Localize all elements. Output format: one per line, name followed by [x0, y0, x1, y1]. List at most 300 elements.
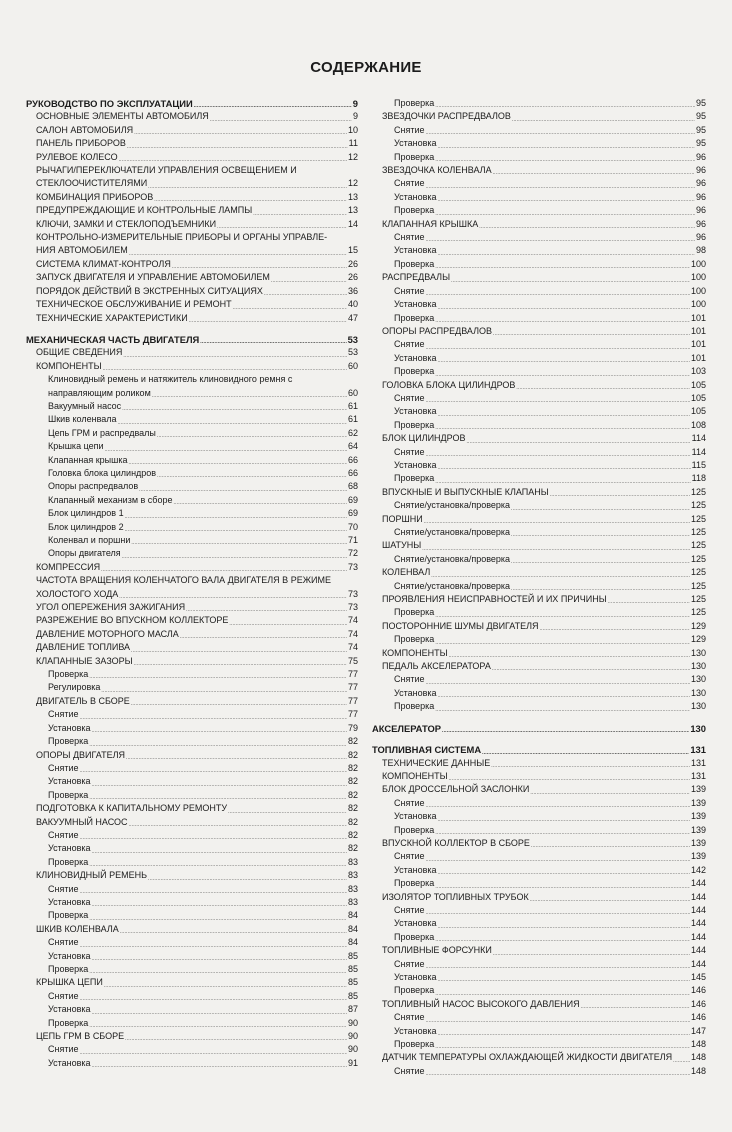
dot-leader [438, 411, 690, 419]
toc-entry-text: РАЗРЕЖЕНИЕ ВО ВПУСКНОМ КОЛЛЕКТОРЕ [36, 615, 229, 626]
dot-leader [435, 317, 690, 325]
toc-entry-text: Головка блока цилиндров [48, 467, 157, 478]
toc-entry-text: НИЯ АВТОМОБИЛЕМ [36, 245, 128, 256]
dot-leader [80, 1049, 347, 1057]
toc-entry [372, 673, 706, 686]
toc-page-number: 69 [347, 508, 358, 519]
toc-page-number: 9 [352, 111, 358, 122]
toc-entry [372, 1038, 706, 1051]
dot-leader [482, 749, 689, 757]
dot-leader [80, 834, 347, 842]
toc-entry-text: ВПУСКНЫЕ И ВЫПУСКНЫЕ КЛАПАНЫ [382, 486, 549, 497]
toc-entry [372, 917, 706, 930]
dot-leader [229, 620, 347, 628]
toc-entry-text: Снятие/установка/проверка [394, 500, 511, 511]
dot-leader [511, 585, 690, 593]
dot-leader [103, 365, 347, 373]
dot-leader [125, 513, 347, 521]
toc-page-number: 146 [690, 1012, 706, 1023]
dot-leader [426, 397, 690, 405]
dot-leader [435, 883, 690, 891]
toc-entry [26, 816, 358, 829]
toc-entry [26, 110, 358, 123]
toc-page-number: 91 [347, 1057, 358, 1068]
toc-page-number: 144 [690, 918, 706, 929]
dot-leader [92, 781, 347, 789]
toc-page-number: 147 [690, 1025, 706, 1036]
toc-entry-text: ТЕХНИЧЕСКИЕ ХАРАКТЕРИСТИКИ [36, 312, 188, 323]
toc-page-number: 148 [690, 1039, 706, 1050]
toc-entry [26, 151, 358, 164]
toc-entry-text: Установка [394, 191, 437, 202]
toc-section [372, 743, 706, 756]
toc-entry [372, 958, 706, 971]
toc-page-number: 129 [690, 620, 706, 631]
toc-entry-text: КОМПОНЕНТЫ [382, 770, 448, 781]
dot-leader [134, 129, 347, 137]
toc-entry [372, 244, 706, 257]
toc-page-number: 108 [690, 419, 706, 430]
toc-entry-text: САЛОН АВТОМОБИЛЯ [36, 124, 134, 135]
toc-page-number: 85 [347, 977, 358, 988]
dot-leader [435, 210, 695, 218]
toc-page-number: 125 [690, 567, 706, 578]
toc-entry-text: Снятие/установка/проверка [394, 527, 511, 537]
dot-leader [438, 816, 690, 824]
toc-page-number: 95 [695, 138, 706, 149]
toc-entry-text: ОПОРЫ ДВИГАТЕЛЯ [36, 749, 125, 760]
dot-leader [89, 741, 347, 749]
toc-entry-text: Снятие/установка/проверка [394, 580, 511, 591]
dot-leader [431, 572, 690, 580]
toc-page-number: 146 [690, 998, 706, 1009]
dot-leader [92, 955, 347, 963]
toc-entry [372, 218, 706, 231]
toc-entry-text: БЛОК ДРОССЕЛЬНОЙ ЗАСЛОНКИ [382, 784, 530, 795]
toc-entry-text: Проверка [48, 1017, 89, 1028]
toc-entry [26, 869, 358, 882]
toc-entry [26, 218, 358, 231]
dot-leader [435, 936, 690, 944]
toc-page-number: 139 [690, 797, 706, 808]
toc-page-number: 90 [347, 1044, 358, 1055]
toc-entry [372, 499, 706, 512]
dot-leader [438, 304, 690, 312]
dot-leader [134, 660, 347, 668]
dot-leader [438, 464, 691, 472]
dot-leader [435, 612, 690, 620]
dot-leader [435, 639, 690, 647]
dot-leader [438, 357, 690, 365]
toc-entry [26, 467, 358, 480]
toc-page-number: 131 [690, 770, 706, 781]
dot-leader [493, 950, 690, 958]
toc-entry-text: Снятие [394, 232, 425, 243]
toc-entry-text: Снятие [394, 1012, 425, 1023]
toc-page-number: 82 [347, 749, 358, 760]
toc-entry [372, 810, 706, 823]
dot-leader [104, 982, 347, 990]
toc-page-number: 82 [347, 789, 358, 800]
dot-leader [172, 263, 347, 271]
toc-entry-text: ЗВЕЗДОЧКА КОЛЕНВАЛА [382, 165, 492, 176]
toc-entry-text: Проверка [48, 910, 89, 921]
toc-page-number: 139 [690, 811, 706, 822]
toc-page-number: 68 [347, 481, 358, 492]
toc-page-number: 73 [347, 588, 358, 599]
toc-entry-text: Блок цилиндров 2 [48, 521, 124, 532]
toc-entry-text: КОМПОНЕНТЫ [36, 360, 102, 371]
toc-entry-text: ДВИГАТЕЛЬ В СБОРЕ [36, 695, 130, 706]
toc-entry [372, 459, 706, 472]
dot-leader [442, 727, 689, 735]
toc-page-number: 130 [690, 647, 706, 658]
toc-entry-text: КОЛЕНВАЛ [382, 567, 431, 578]
toc-page-number: 36 [347, 285, 358, 296]
toc-entry-text: КОМПРЕССИЯ [36, 561, 101, 572]
toc-entry-text: Проверка [394, 419, 435, 430]
toc-entry [372, 137, 706, 150]
toc-entry [26, 312, 358, 325]
dot-leader [80, 995, 347, 1003]
toc-page-number: 101 [690, 339, 706, 350]
toc-entry-text: ОБЩИЕ СВЕДЕНИЯ [36, 347, 123, 358]
toc-entry [26, 896, 358, 909]
dot-leader [435, 1043, 690, 1051]
toc-entry-text: ИЗОЛЯТОР ТОПЛИВНЫХ ТРУБОК [382, 891, 529, 902]
toc-entry [26, 708, 358, 721]
dot-leader [186, 606, 347, 614]
toc-page-number: 146 [690, 985, 706, 996]
dot-leader [92, 1009, 347, 1017]
toc-entry [26, 124, 358, 137]
toc-entry-text: Проверка [394, 607, 435, 618]
toc-entry [372, 904, 706, 917]
toc-entry-text: Проверка [394, 473, 435, 484]
toc-page-number: 125 [690, 486, 706, 497]
dot-leader [449, 775, 690, 783]
toc-entry-text: Снятие [48, 709, 79, 720]
dot-leader [512, 116, 695, 124]
toc-entry-text: Снятие [394, 178, 425, 189]
dot-leader [491, 762, 690, 770]
toc-entry [372, 539, 706, 552]
toc-page-number: 87 [347, 1004, 358, 1015]
toc-entry-text: КЛИНОВИДНЫЙ РЕМЕНЬ [36, 870, 148, 881]
dot-leader [89, 915, 347, 923]
toc-entry-text: Установка [394, 138, 437, 149]
dot-leader [435, 102, 695, 110]
toc-entry [372, 191, 706, 204]
toc-page-number: 101 [690, 352, 706, 363]
toc-entry-text: Проверка [394, 366, 435, 377]
toc-page-number: 75 [347, 655, 358, 666]
toc-entry-text: ДАВЛЕНИЕ МОТОРНОГО МАСЛА [36, 628, 179, 639]
toc-entry [372, 1011, 706, 1024]
dot-leader [426, 129, 695, 137]
toc-page-number: 83 [347, 870, 358, 881]
dot-leader [101, 566, 347, 574]
toc-entry [26, 191, 358, 204]
dot-leader [424, 518, 690, 526]
toc-entry [372, 687, 706, 700]
toc-section [26, 333, 358, 346]
toc-entry [372, 513, 706, 526]
toc-entry-text: Клапанный механизм в сборе [48, 494, 173, 505]
toc-page-number: 144 [690, 931, 706, 942]
toc-entry-text: КОМБИНАЦИЯ ПРИБОРОВ [36, 191, 154, 202]
toc-page-number: 95 [695, 124, 706, 135]
dot-leader [92, 727, 347, 735]
toc-page-number: 130 [690, 722, 706, 734]
toc-entry [372, 824, 706, 837]
toc-entry [372, 177, 706, 190]
toc-page-number: 144 [690, 958, 706, 969]
toc-page-number: 12 [347, 178, 358, 189]
toc-page-number: 125 [690, 513, 706, 524]
toc-page-number: 70 [347, 521, 358, 532]
toc-entry-text: Коленвал и поршни [48, 535, 131, 545]
toc-entry [372, 757, 706, 770]
toc-section [26, 97, 358, 110]
toc-entry-text: Проверка [394, 98, 435, 108]
toc-page-number: 100 [690, 285, 706, 296]
dot-leader [92, 901, 347, 909]
toc-entry [372, 566, 706, 579]
toc-entry [372, 285, 706, 298]
toc-page-number: 77 [347, 709, 358, 720]
toc-page-number: 101 [690, 325, 706, 336]
toc-page-number: 130 [690, 701, 706, 712]
toc-entry [26, 285, 358, 298]
toc-entry [372, 392, 706, 405]
toc-entry-text: КРЫШКА ЦЕПИ [36, 977, 103, 988]
dot-leader [92, 1062, 347, 1070]
toc-entry [26, 1030, 358, 1043]
toc-entry [372, 700, 706, 713]
toc-page-number: 96 [695, 165, 706, 176]
toc-page-number: 60 [347, 387, 358, 398]
toc-page-number: 66 [347, 454, 358, 465]
toc-entry-text: Проверка [48, 736, 89, 747]
toc-entry [372, 472, 706, 485]
toc-entry [372, 864, 706, 877]
dot-leader [157, 472, 347, 480]
toc-page-number: 90 [347, 1017, 358, 1028]
dot-leader [438, 196, 695, 204]
dot-leader [451, 277, 690, 285]
toc-entry-text: Проверка [394, 312, 435, 323]
toc-entry-text: ВПУСКНОЙ КОЛЛЕКТОР В СБОРЕ [382, 837, 530, 848]
toc-page-number: 125 [690, 540, 706, 551]
toc-entry-text: ГОЛОВКА БЛОКА ЦИЛИНДРОВ [382, 379, 516, 390]
toc-page-number: 73 [347, 561, 358, 572]
dot-leader [426, 856, 690, 864]
toc-entry [372, 877, 706, 890]
toc-page-number: 100 [690, 299, 706, 310]
toc-entry [372, 97, 706, 110]
dot-leader [550, 491, 690, 499]
toc-entry-text: Проверка [394, 258, 435, 269]
dot-leader [119, 593, 347, 601]
toc-entry-text: Установка [48, 776, 91, 787]
dot-leader [271, 277, 347, 285]
dot-leader [122, 553, 347, 561]
toc-entry [26, 990, 358, 1003]
toc-page-number: 95 [695, 111, 706, 122]
dot-leader [479, 223, 695, 231]
toc-entry-text: Снятие [48, 990, 79, 1001]
toc-entry-text: ВАКУУМНЫЙ НАСОС [36, 816, 128, 827]
toc-entry-text: ПОРШНИ [382, 513, 423, 524]
toc-page-number: 26 [347, 272, 358, 283]
dot-leader [493, 169, 695, 177]
dot-leader [120, 928, 347, 936]
toc-entry [372, 405, 706, 418]
toc-entry-text: Проверка [48, 669, 89, 680]
dot-leader [608, 598, 690, 606]
toc-entry-text: ДАТЧИК ТЕМПЕРАТУРЫ ОХЛАЖДАЮЩЕЙ ЖИДКОСТИ ДВИГАТЕЛЯ [382, 1052, 673, 1063]
toc-entry [372, 770, 706, 783]
toc-entry-text: Регулировка [48, 682, 101, 693]
toc-page-number: 139 [690, 784, 706, 795]
toc-page-number: 103 [690, 366, 706, 377]
dot-leader [128, 459, 347, 467]
toc-entry [372, 1065, 706, 1078]
toc-page-number: 96 [695, 232, 706, 243]
dot-leader [426, 802, 690, 810]
dot-leader [80, 714, 347, 722]
toc-page-number: 13 [347, 191, 358, 202]
dot-leader [466, 438, 690, 446]
toc-page-number: 13 [347, 205, 358, 216]
toc-entry [372, 660, 706, 673]
dot-leader [426, 679, 690, 687]
toc-entry [26, 628, 358, 641]
dot-leader [511, 558, 690, 566]
toc-entry [26, 883, 358, 896]
dot-leader [530, 789, 690, 797]
toc-page-number: 130 [690, 661, 706, 672]
dot-leader [493, 330, 690, 338]
toc-page-number: 100 [690, 272, 706, 283]
toc-entry [26, 346, 358, 359]
toc-entry [26, 507, 358, 520]
toc-entry-text: Установка [394, 406, 437, 417]
dot-leader [581, 1003, 690, 1011]
toc-page-number: 71 [347, 535, 358, 545]
toc-page-number: 15 [347, 245, 358, 256]
toc-entry [26, 775, 358, 788]
toc-page-number: 85 [347, 950, 358, 961]
dot-leader [105, 446, 347, 454]
toc-entry [372, 432, 706, 445]
toc-entry [372, 606, 706, 619]
toc-entry-text: Снятие [394, 446, 425, 457]
toc-page-number: 145 [690, 972, 706, 982]
toc-entry [372, 620, 706, 633]
dot-leader [449, 652, 690, 660]
toc-entry-text: ТЕХНИЧЕСКОЕ ОБСЛУЖИВАНИЕ И РЕМОНТ [36, 299, 232, 310]
toc-entry [26, 909, 358, 922]
toc-column-left [26, 97, 358, 1070]
dot-leader [154, 196, 347, 204]
dot-leader [438, 143, 695, 151]
toc-entry-text: Цепь ГРМ и распредвалы [48, 427, 156, 438]
toc-entry [372, 998, 706, 1011]
toc-page-number: 144 [690, 891, 706, 902]
dot-leader [101, 687, 347, 695]
dot-leader [435, 371, 690, 379]
toc-page-number: 26 [347, 258, 358, 269]
toc-entry [372, 553, 706, 566]
dot-leader [131, 700, 347, 708]
toc-entry [372, 931, 706, 944]
toc-page-number: 105 [690, 392, 706, 403]
toc-entry-text: Проверка [394, 878, 435, 889]
toc-entry [26, 298, 358, 311]
toc-entry-text: Установка [48, 1057, 91, 1068]
toc-entry [26, 762, 358, 775]
toc-entry [372, 580, 706, 593]
toc-entry-text: Снятие [394, 392, 425, 403]
toc-page-number: 101 [690, 312, 706, 323]
toc-entry-text: ТОПЛИВНЫЙ НАСОС ВЫСОКОГО ДАВЛЕНИЯ [382, 998, 580, 1009]
toc-entry-text: Установка [394, 352, 437, 363]
toc-page-number: 77 [347, 695, 358, 706]
toc-entry-text: СТЕКЛООЧИСТИТЕЛЯМИ [36, 178, 148, 189]
toc-page-number: 82 [347, 736, 358, 747]
toc-entry-text: Снятие [394, 339, 425, 350]
dot-leader [89, 861, 347, 869]
toc-entry-text: Проверка [394, 634, 435, 645]
toc-entry-text: ПОДГОТОВКА К КАПИТАЛЬНОМУ РЕМОНТУ [36, 803, 228, 814]
toc-entry [372, 1025, 706, 1038]
toc-entry-text: Опоры двигателя [48, 548, 121, 559]
toc-page-number: 105 [690, 406, 706, 417]
toc-page-number: 144 [690, 945, 706, 956]
dot-leader [492, 665, 690, 673]
dot-leader [426, 1017, 690, 1025]
toc-entry [26, 681, 358, 694]
dot-leader [139, 486, 347, 494]
dot-leader [511, 505, 690, 513]
toc-entry-text: Снятие [394, 904, 425, 915]
toc-entry [26, 387, 358, 400]
toc-page-number: 82 [347, 762, 358, 773]
toc-page-number: 72 [347, 548, 358, 559]
toc-entry [372, 258, 706, 271]
dot-leader [422, 545, 690, 553]
toc-entry [372, 124, 706, 137]
toc-page-number: 96 [695, 205, 706, 216]
toc-entry [372, 446, 706, 459]
toc-entry-text: КОНТРОЛЬНО-ИЗМЕРИТЕЛЬНЫЕ ПРИБОРЫ И ОРГАНЫ УПРАВЛЕ- [36, 232, 328, 243]
toc-entry-text: КОМПОНЕНТЫ [382, 647, 448, 658]
toc-entry [26, 749, 358, 762]
toc-entry [26, 842, 358, 855]
toc-entry-text: ТОПЛИВНАЯ СИСТЕМА [372, 744, 482, 756]
toc-entry [26, 137, 358, 150]
toc-entry [26, 963, 358, 976]
toc-page-number: 148 [690, 1065, 706, 1076]
toc-entry-text: ШАТУНЫ [382, 540, 422, 551]
toc-entry [372, 164, 706, 177]
dot-leader [426, 451, 691, 459]
toc-page-number: 144 [690, 904, 706, 915]
toc-entry-text: Клиновидный ремень и натяжитель клиновидного ремня с [48, 374, 293, 385]
toc-page-number: 84 [347, 910, 358, 921]
